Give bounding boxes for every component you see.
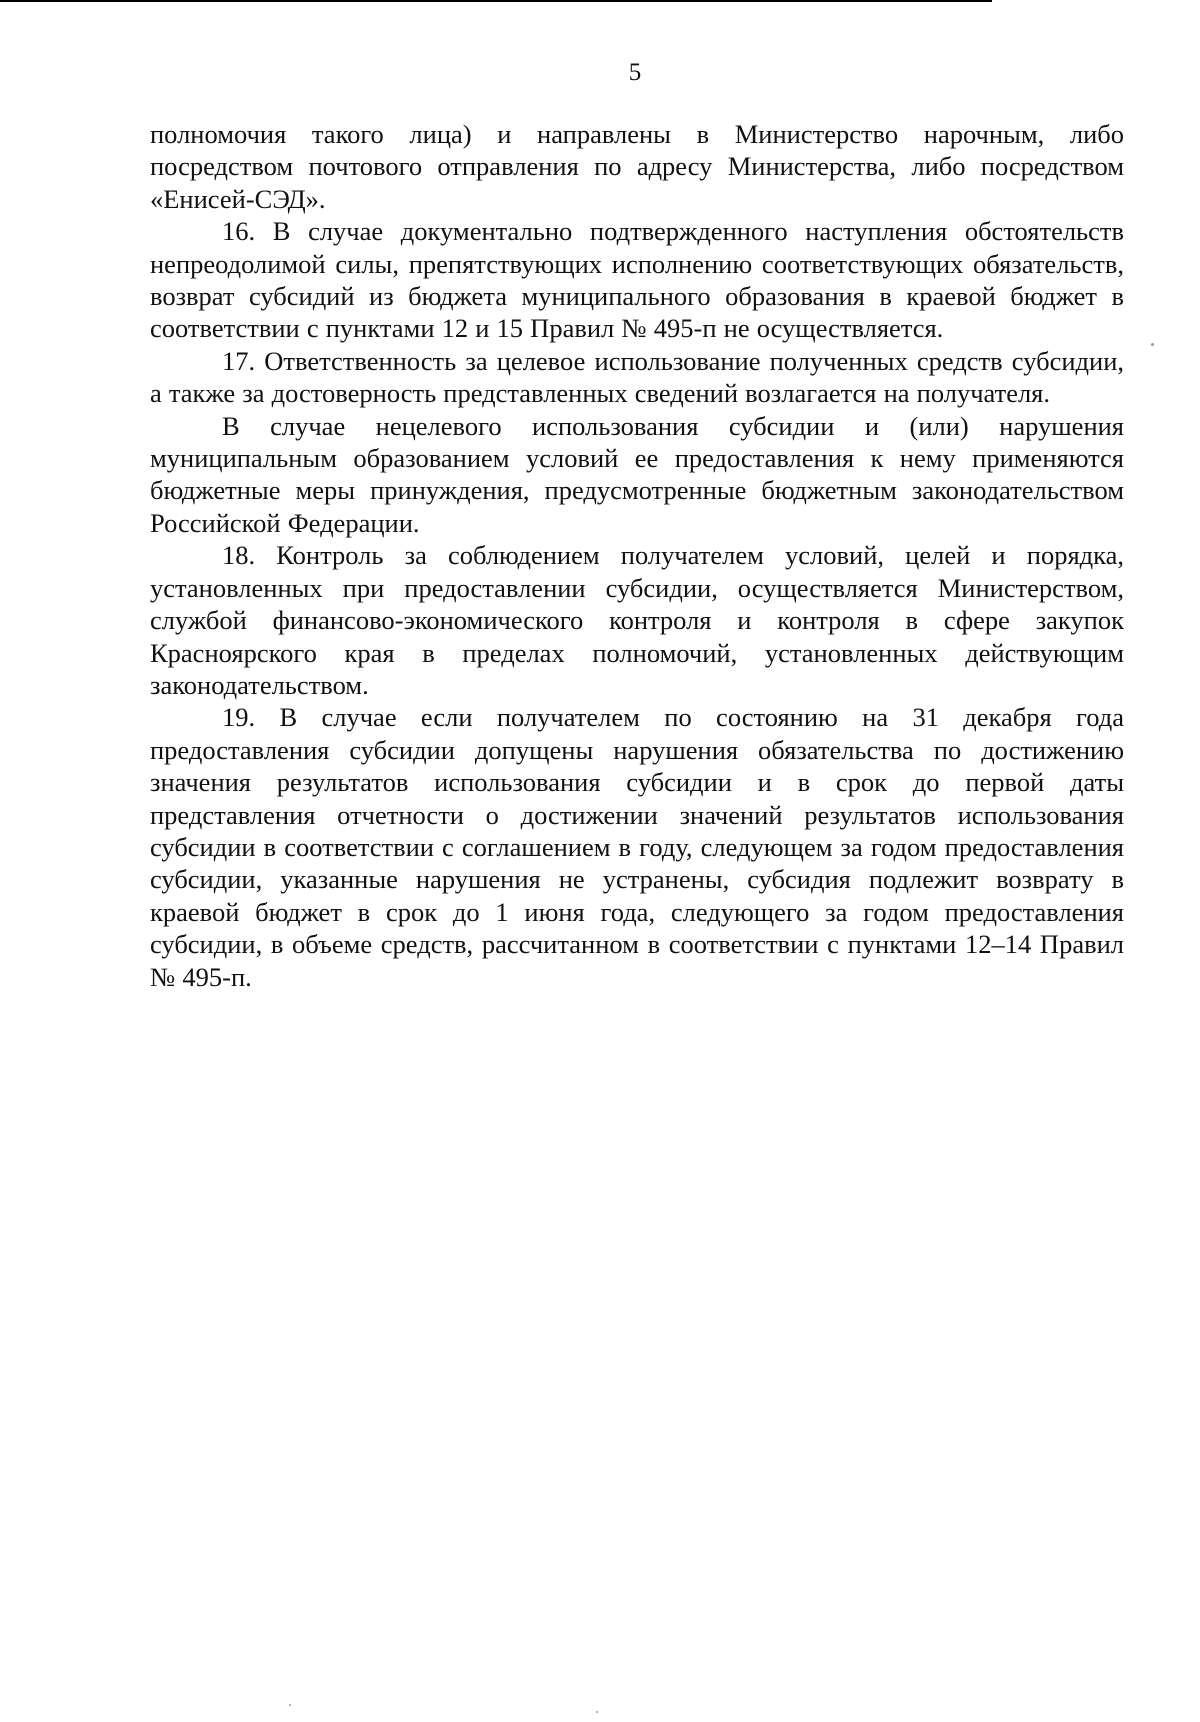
paragraph-17: 17. Ответственность за целевое использование полученных средств субсидии, а также за достоверность представленных сведений возлагается на получателя. — [150, 345, 1124, 409]
scan-speck — [1151, 343, 1154, 346]
paragraph-misuse: В случае нецелевого использования субсидии и (или) нарушения муниципальным образованием условий ее предоставления к нему применяются бюджетные меры принуждения, предусмотренные бюджетным законодательством Российской Федерации. — [150, 410, 1124, 538]
paragraph-continuation: полномочия такого лица) и направлены в Министерство нарочным, либо посредством почтового отправления по адресу Министерства, либо посредством «Енисей-СЭД». — [150, 119, 1124, 214]
paragraph-19: 19. В случае если получателем по состоянию на 31 декабря года предоставления субсидии допущены нарушения обязательства по достижению значения результатов использования субсидии и в срок до первой даты представления отчетности о достижении значений результатов использования субсидии в соответствии с соглашением в году, следующем за годом предоставления субсидии, указанные нарушения не устранены, субсидия подлежит возврату в краевой бюджет в срок до 1 июня года, следующего за годом предоставления субсидии, в объеме средств, рассчитанном в соответствии с пунктами 12–14 Правил № 495-п. — [150, 702, 1124, 992]
paragraph-16: 16. В случае документально подтвержденного наступления обстоятельств непреодолимой силы, препятствующих исполнению соответствующих обязательств, возврат субсидий из бюджета муниципального образования в краевой бюджет в соответствии с пунктами 12 и 15 Правил № 495-п не осуществляется. — [150, 216, 1124, 344]
scan-top-edge — [0, 0, 992, 2]
document-body — [150, 118, 1124, 993]
scan-speck — [596, 1711, 598, 1713]
paragraph-18: 18. Контроль за соблюдением получателем условий, целей и порядка, установленных при предоставлении субсидии, осуществляется Министерством, службой финансово-экономического контроля и контроля в сфере закупок Красноярского края в пределах полномочий, установленных действующим законодательством. — [150, 540, 1124, 700]
scan-speck — [289, 1704, 291, 1706]
page-number: 5 — [628, 59, 642, 86]
